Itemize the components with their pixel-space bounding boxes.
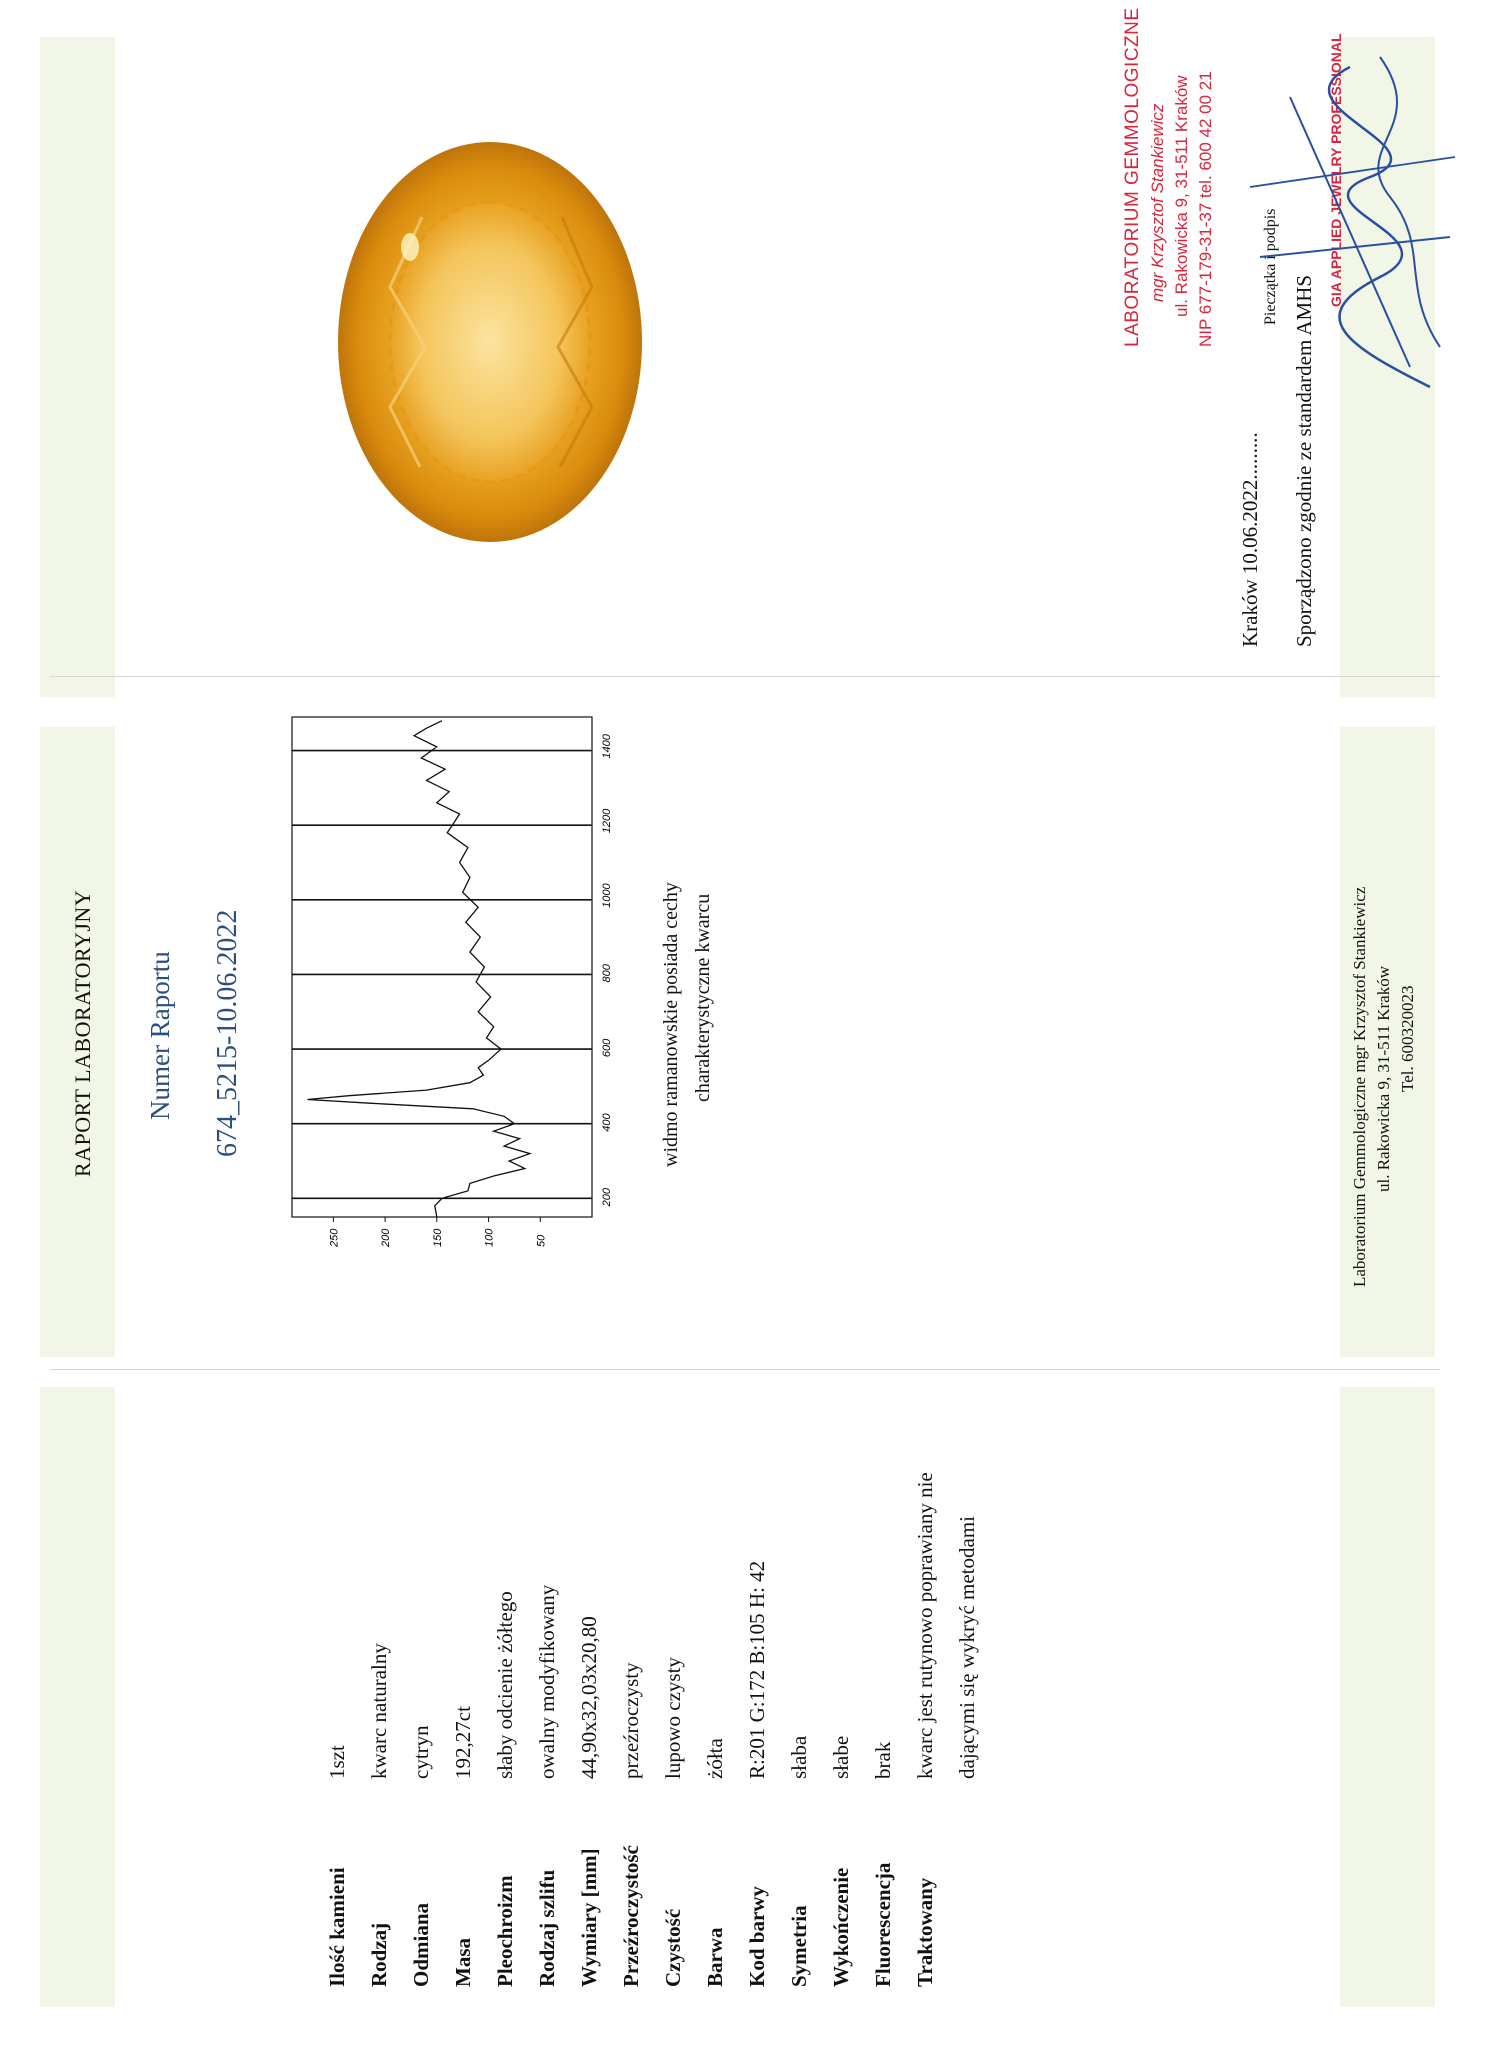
raman-spectrum-chart xyxy=(282,657,622,1257)
chart-frame xyxy=(292,717,592,1217)
prop-label-0: Ilość kamieni xyxy=(325,1867,349,1987)
y-tick-label-50: 50 xyxy=(535,1234,548,1247)
prop-value-6: 44,90x32,03x20,80 xyxy=(577,1616,601,1779)
y-tick-label-150: 150 xyxy=(431,1228,444,1247)
prop-label-10: Kod barwy xyxy=(745,1886,769,1987)
prop-label-8: Czystość xyxy=(661,1908,685,1987)
standards-note: Sporządzono zgodnie ze standardem AMHS xyxy=(1292,274,1316,647)
prop-value-5: owalny modyfikowany xyxy=(535,1584,559,1779)
stamp-signature-label: Pieczątka i podpis xyxy=(1262,208,1279,325)
y-tick-label-250: 250 xyxy=(328,1228,341,1247)
x-tick-label-800: 800 xyxy=(601,964,613,983)
handwritten-signature xyxy=(1230,27,1470,407)
prop-label-6: Wymiary [mm] xyxy=(577,1848,601,1987)
stamp-line4: NIP 677-179-31-37 tel. 600 42 00 21 xyxy=(1196,71,1215,347)
prop-label-11: Symetria xyxy=(787,1905,811,1987)
lab-footer-line2: ul. Rakowicka 9, 31-511 Kraków xyxy=(1374,966,1393,1192)
lab-footer-line3: Tel. 600320023 xyxy=(1398,985,1417,1092)
fold-line-1 xyxy=(50,1369,1440,1370)
prop-label-7: Przeźroczystość xyxy=(619,1845,643,1987)
prop-value-2: cytryn xyxy=(409,1725,433,1779)
prop-label-14: Traktowany xyxy=(913,1877,937,1987)
x-tick-label-1400: 1400 xyxy=(601,734,613,759)
gem-photo xyxy=(330,137,650,547)
prop-label-4: Pleochroizm xyxy=(493,1875,517,1987)
prop-value-4: słaby odcienie żółtego xyxy=(493,1591,517,1779)
spectrum-line xyxy=(308,721,530,1217)
x-tick-label-600: 600 xyxy=(601,1038,613,1058)
y-tick-label-200: 200 xyxy=(380,1228,393,1247)
prop-label-2: Odmiana xyxy=(409,1902,433,1987)
prop-value-14-line2: dającymi się wykryć metodami xyxy=(955,1515,979,1779)
fold-line-2 xyxy=(50,676,1440,677)
prop-label-3: Masa xyxy=(451,1938,475,1987)
stamp-line2: mgr Krzysztof Stankiewicz xyxy=(1148,103,1167,302)
prop-value-8: lupowo czysty xyxy=(661,1657,685,1779)
x-tick-label-400: 400 xyxy=(601,1113,613,1132)
prop-value-9: żółta xyxy=(703,1738,727,1779)
prop-value-12: słabe xyxy=(829,1735,853,1779)
prop-label-9: Barwa xyxy=(703,1927,727,1987)
prop-label-12: Wykończenie xyxy=(829,1867,853,1987)
x-tick-label-200: 200 xyxy=(601,1187,613,1207)
prop-value-13: brak xyxy=(871,1741,895,1779)
prop-value-7: przeźroczysty xyxy=(619,1662,643,1779)
report-number: 674_5215-10.06.2022 xyxy=(212,909,243,1157)
band-left-panel xyxy=(40,1387,115,2007)
prop-value-1: kwarc naturalny xyxy=(367,1643,391,1779)
prop-value-11: słaba xyxy=(787,1735,811,1779)
band-right-panel xyxy=(40,37,115,697)
prop-value-3: 192,27ct xyxy=(451,1706,475,1779)
city-date: Kraków 10.06.2022......... xyxy=(1238,432,1262,647)
spectrum-caption-line1: widmo ramanowskie posiada cechy xyxy=(660,882,682,1167)
prop-value-14: kwarc jest rutynowo poprawiany nie xyxy=(913,1472,937,1779)
prop-value-10: R:201 G:172 B:105 H: 42 xyxy=(745,1560,769,1779)
x-tick-label-1000: 1000 xyxy=(601,883,613,908)
stamp-line5: GIA APPLIED JEWELRY PROFESSIONAL xyxy=(1328,33,1344,307)
x-tick-label-1200: 1200 xyxy=(601,808,613,834)
stamp-line3: ul. Rakowicka 9, 31-511 Kraków xyxy=(1172,75,1191,317)
y-tick-label-100: 100 xyxy=(483,1228,496,1247)
prop-label-5: Rodzaj szlifu xyxy=(535,1869,559,1987)
prop-label-13: Fluorescencja xyxy=(871,1862,895,1987)
report-number-label: Numer Raportu xyxy=(145,951,175,1120)
prop-label-1: Rodzaj xyxy=(367,1922,391,1987)
stamp-line1: LABORATORIUM GEMMOLOGICZNE xyxy=(1122,7,1143,347)
spectrum-caption-line2: charakterystyczne kwarcu xyxy=(692,893,714,1102)
prop-value-0: 1szt xyxy=(325,1745,349,1779)
report-title: RAPORT LABORATORYJNY xyxy=(70,889,95,1177)
lab-footer-line1: Laboratorium Gemmologiczne mgr Krzysztof Stankiewicz xyxy=(1350,886,1369,1287)
band-left-panel-bottom xyxy=(1340,1387,1435,2007)
